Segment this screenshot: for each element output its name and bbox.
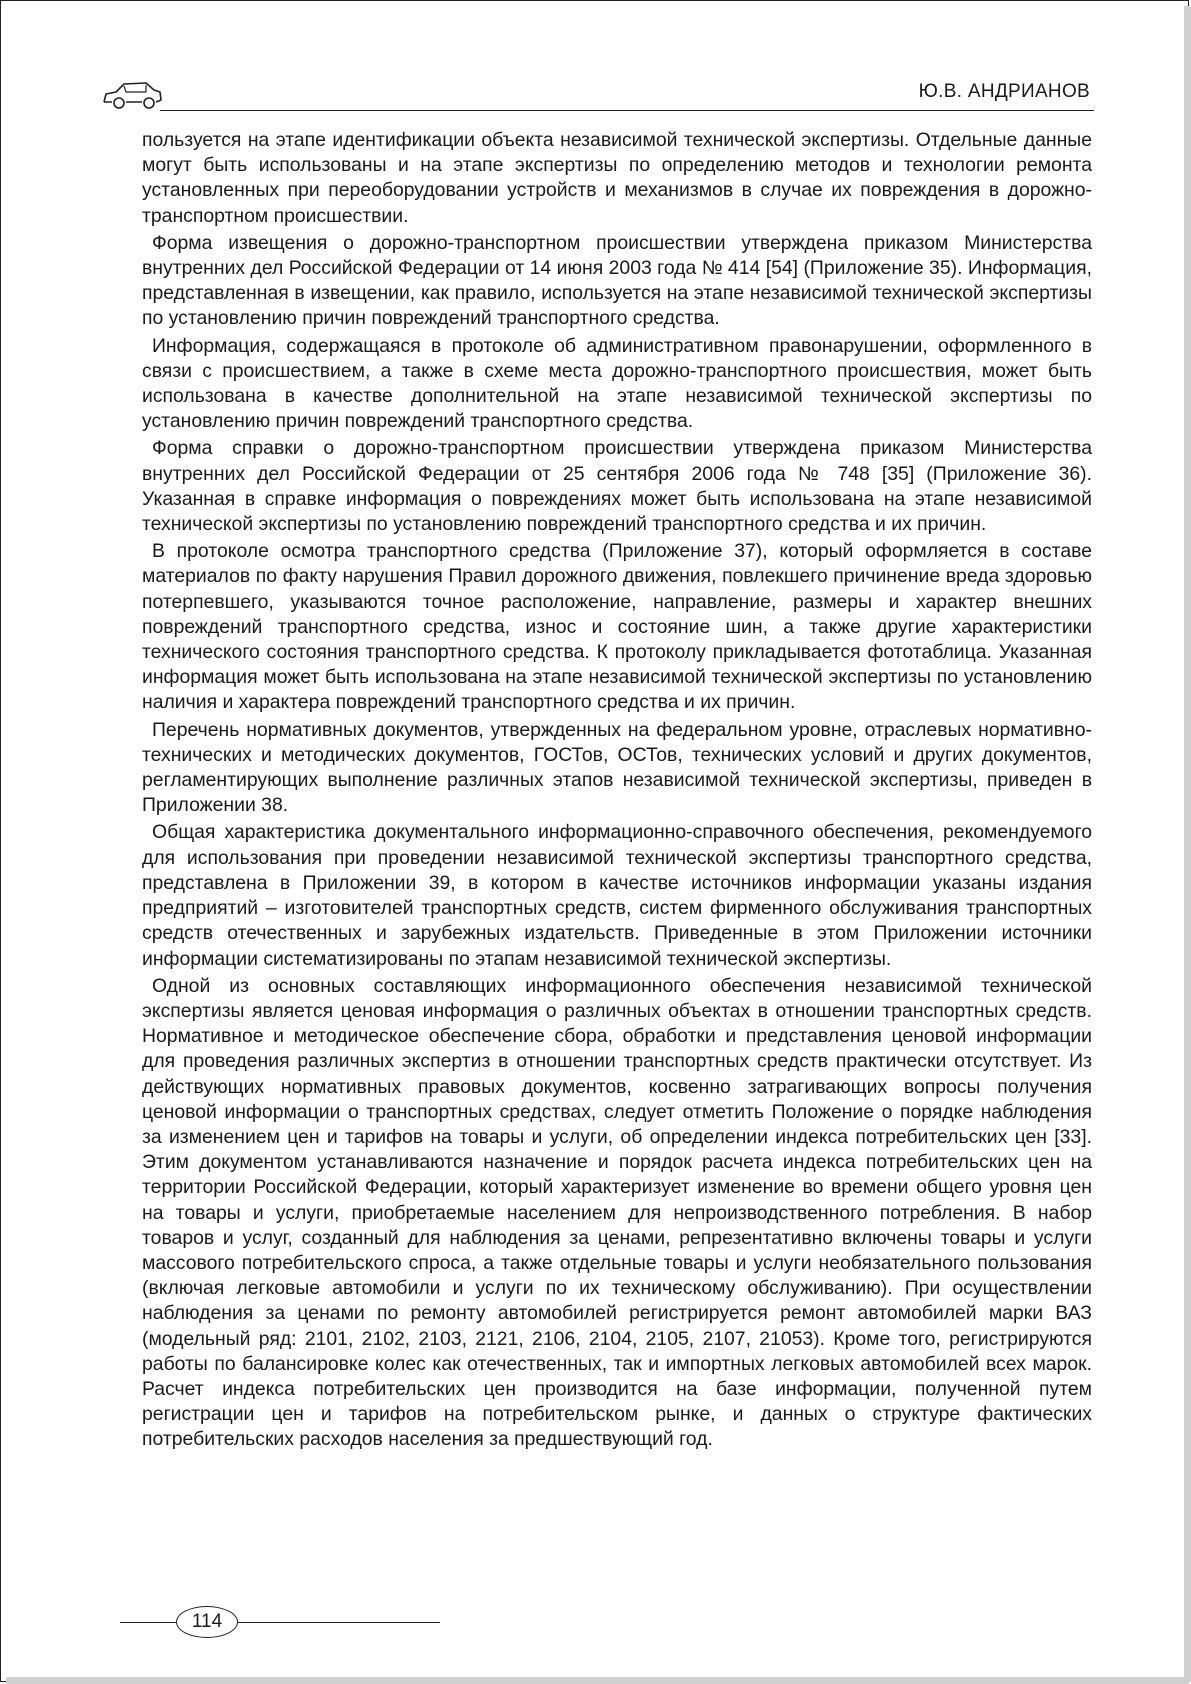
page-shadow-bottom	[6, 1677, 1189, 1684]
running-header	[102, 78, 1090, 118]
header-rule	[160, 110, 1094, 111]
footer-rule	[120, 1622, 440, 1623]
paragraph: Общая характеристика документального информационно-справочного обеспечения, рекомендуемого для использования при проведении независимой технической экспертизы транспортного средства, представлена в Приложении 39, в котором в качестве источников информации указаны издания предприятий – изготовителей транспортных средств, систем фирменного обслуживания транспортных средств отечественных и зарубежных издательств. Приведенные в этом Приложении источники информации систематизированы по этапам независимой технической экспертизы.	[142, 821, 1092, 970]
author-name: Ю.В. АНДРИАНОВ	[918, 81, 1090, 102]
paragraph: Перечень нормативных документов, утвержденных на федеральном уровне, отраслевых нормативно-технических и методических документов, ГОСТов, ОСТов, технических условий и других документов, регламентирующих выполнение различных этапов независимой технической экспертизы, приведен в Приложении 38.	[142, 718, 1092, 817]
car-silhouette-icon	[102, 78, 164, 114]
body-text	[142, 128, 1092, 1455]
page-footer	[120, 1604, 440, 1644]
page-number: 114	[176, 1606, 238, 1638]
paragraph: Форма извещения о дорожно-транспортном происшествии утверждена приказом Министерства внутренних дел Российской Федерации от 14 июня 2003 года № 414 [54] (Приложение 35). Информация, представленная в извещении, как правило, используется на этапе независимой технической экспертизы по установлению причин повреждений транспортного средства.	[142, 231, 1092, 330]
paragraph: пользуется на этапе идентификации объекта независимой технической экспертизы. Отдельные данные могут быть использованы и на этапе экспертизы по определению методов и технологии ремонта установленных при переоборудовании устройств и механизмов в случае их повреждения в дорожно-транспортном происшествии.	[142, 129, 1092, 227]
paragraph: Одной из основных составляющих информационного обеспечения независимой технической экспертизы является ценовая информация о различных объектах в отношении транспортных средств. Нормативное и методическое обеспечение сбора, обработки и представления ценовой информации для проведения различных экспертиз в отношении транспортных средств практически отсутствует. Из действующих нормативных правовых документов, косвенно затрагивающих вопросы получения ценовой информации о транспортных средствах, следует отметить Положение о порядке наблюдения за изменением цен и тарифов на товары и услуги, об определении индекса потребительских цен [33]. Этим документом устанавливаются назначение и порядок расчета индекса потребительских цен на территории Российской Федерации, который характеризует изменение во времени общего уровня цен на товары и услуги, приобретаемые населением для непроизводственного потребления. В набор товаров и услуг, созданный для наблюдения за ценами, репрезентативно включены товары и услуги массового потребительского спроса, а также отдельные товары и услуги необязательного пользования (включая легковые автомобили и услуги по их техническому обслуживанию). При осуществлении наблюдения за ценами по ремонту автомобилей регистрируется ремонт автомобилей марки ВАЗ (модельный ряд: 2101, 2102, 2103, 2121, 2106, 2104, 2105, 2107, 21053). Кроме того, регистрируются работы по балансировке колес как отечественных, так и импортных легковых автомобилей всех марок. Расчет индекса потребительских цен производится на базе информации, полученной путем регистрации цен и тарифов на потребительском рынке, и данных о структуре фактических потребительских расходов населения за предшествующий год.	[142, 974, 1092, 1451]
page-shadow-right	[1184, 6, 1191, 1682]
paragraph: Форма справки о дорожно-транспортном происшествии утверждена приказом Министерства внутренних дел Российской Федерации от 25 сентября 2006 года № 748 [35] (Приложение 36). Указанная в справке информация о повреждениях может быть использована на этапе независимой технической экспертизы по установлению повреждений транспортного средства и их причин.	[142, 437, 1092, 536]
paragraph: В протоколе осмотра транспортного средства (Приложение 37), который оформляется в составе материалов по факту нарушения Правил дорожного движения, повлекшего причинение вреда здоровью потерпевшего, указываются точное расположение, направление, размеры и характер внешних повреждений транспортного средства, износ и состояние шин, а также другие характеристики технического состояния транспортного средства. К протоколу прикладывается фототаблица. Указанная информация может быть использована на этапе независимой технической экспертизы по установлению наличия и характера повреждений транспортного средства и их причин.	[142, 540, 1092, 714]
paragraph: Информация, содержащаяся в протоколе об административном правонарушении, оформленного в связи с происшествием, а также в схеме места дорожно-транспортного происшествия, может быть использована в качестве дополнительной на этапе независимой технической экспертизы по установлению причин повреждений транспортного средства.	[142, 334, 1092, 433]
